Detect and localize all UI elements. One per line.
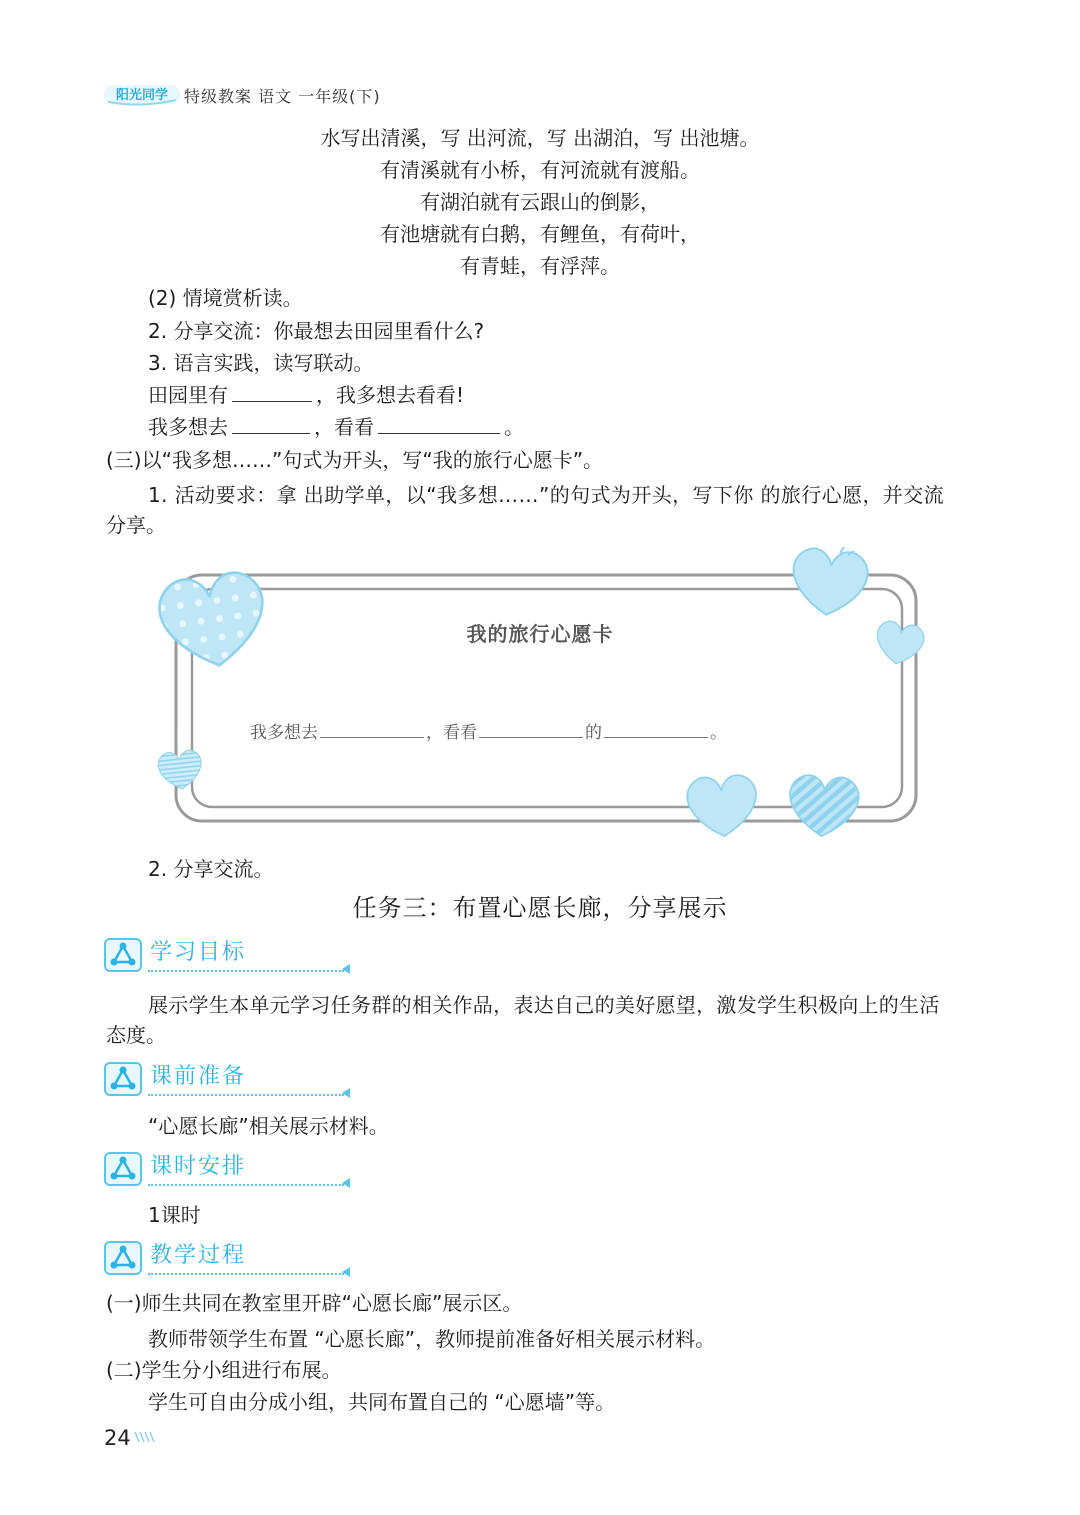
share-exchange: 2. 分享交流。 bbox=[148, 857, 274, 881]
wish-card-part-2: ，看看 bbox=[426, 723, 477, 743]
header-title: 特级教案 语文 一年级(下) bbox=[184, 87, 381, 106]
fill2-blank-2 bbox=[378, 413, 500, 434]
poem-line-4: 有池塘就有白鹅，有鲤鱼，有荷叶， bbox=[380, 222, 700, 246]
wish-card-blank-3 bbox=[604, 719, 708, 738]
fill-sentence-1 bbox=[148, 381, 464, 409]
section-badge-goals bbox=[104, 936, 360, 974]
process-step-2-heading: (二)学生分小组进行布展。 bbox=[106, 1358, 342, 1382]
fill-sentence-2 bbox=[148, 413, 524, 441]
task3-title: 任务三：布置心愿长廊，分享展示 bbox=[352, 894, 728, 922]
section3-heading: (三)以“我多想……”句式为开头，写“我的旅行心愿卡”。 bbox=[106, 448, 604, 472]
page-number: 24 bbox=[104, 1426, 131, 1450]
publisher-logo bbox=[104, 82, 180, 106]
fill2-part-c: 。 bbox=[504, 415, 524, 439]
wish-card-blank-2 bbox=[479, 719, 583, 738]
fill1-part-a: 田园里有 bbox=[148, 383, 228, 407]
network-icon bbox=[104, 1062, 142, 1096]
section-badge-prep bbox=[104, 1060, 360, 1098]
heart-icon bbox=[157, 749, 204, 791]
logo-text: 阳光同学 bbox=[115, 88, 169, 103]
section-badge-schedule bbox=[104, 1150, 360, 1188]
activity-requirement-line-1: 1. 活动要求：拿 出助学单，以“我多想……”的句式为开头，写下你 的旅行心愿，并交流 bbox=[148, 483, 945, 507]
prep-text: “心愿长廊”相关展示材料。 bbox=[148, 1114, 389, 1138]
poem-line-2: 有清溪就有小桥，有河流就有渡船。 bbox=[380, 158, 700, 182]
fill2-part-a: 我多想去 bbox=[148, 415, 228, 439]
wish-card-illustration bbox=[140, 545, 940, 845]
poem-line-3: 有湖泊就有云跟山的倒影， bbox=[420, 190, 660, 214]
page-decoration-icon bbox=[133, 1430, 155, 1444]
heart-icon bbox=[789, 547, 870, 619]
section-label-goals: 学习目标 bbox=[150, 940, 247, 965]
heart-icon bbox=[686, 774, 759, 839]
heart-icon bbox=[787, 774, 860, 839]
section-badge-process bbox=[104, 1239, 360, 1277]
fill2-blank-1 bbox=[232, 413, 310, 434]
section-label-schedule: 课时安排 bbox=[150, 1154, 247, 1179]
activity-requirement-line-2: 分享。 bbox=[106, 513, 166, 537]
wish-card-part-1: 我多想去 bbox=[250, 723, 318, 743]
section-label-prep: 课前准备 bbox=[150, 1064, 247, 1089]
process-step-1-body: 教师带领学生布置 “心愿长廊”，教师提前准备好相关展示材料。 bbox=[148, 1327, 716, 1351]
network-icon bbox=[104, 1152, 142, 1186]
section-label-process: 教学过程 bbox=[150, 1243, 247, 1268]
fill1-blank bbox=[232, 381, 312, 402]
fill1-part-b: ，我多想去看看! bbox=[316, 383, 465, 407]
process-step-1-heading: (一)师生共同在教室里开辟“心愿长廊”展示区。 bbox=[106, 1291, 523, 1315]
network-icon bbox=[104, 1241, 142, 1275]
fill2-part-b: ，看看 bbox=[314, 415, 374, 439]
schedule-text: 1课时 bbox=[148, 1203, 201, 1227]
wish-card-part-3: 的 bbox=[585, 723, 602, 743]
wish-card-sentence bbox=[250, 718, 727, 743]
goals-text-line-1: 展示学生本单元学习任务群的相关作品，表达自己的美好愿望，激发学生积极向上的生活 bbox=[148, 993, 940, 1017]
poem-line-1: 水写出清溪，写 出河流，写 出湖泊，写 出池塘。 bbox=[320, 126, 760, 150]
process-step-2-body: 学生可自由分成小组，共同布置自己的 “心愿墙”等。 bbox=[148, 1390, 616, 1414]
step-scenario-reading: (2) 情境赏析读。 bbox=[148, 286, 303, 310]
poem-line-5: 有青蛙，有浮萍。 bbox=[460, 254, 620, 278]
wish-card-part-4: 。 bbox=[710, 723, 727, 743]
goals-text-line-2: 态度。 bbox=[106, 1023, 166, 1047]
step-practice: 3. 语言实践，读写联动。 bbox=[148, 351, 374, 375]
wish-card-title: 我的旅行心愿卡 bbox=[466, 622, 614, 646]
step-share: 2. 分享交流：你最想去田园里看什么? bbox=[148, 319, 485, 343]
network-icon bbox=[104, 938, 142, 972]
wish-card-blank-1 bbox=[320, 719, 424, 738]
